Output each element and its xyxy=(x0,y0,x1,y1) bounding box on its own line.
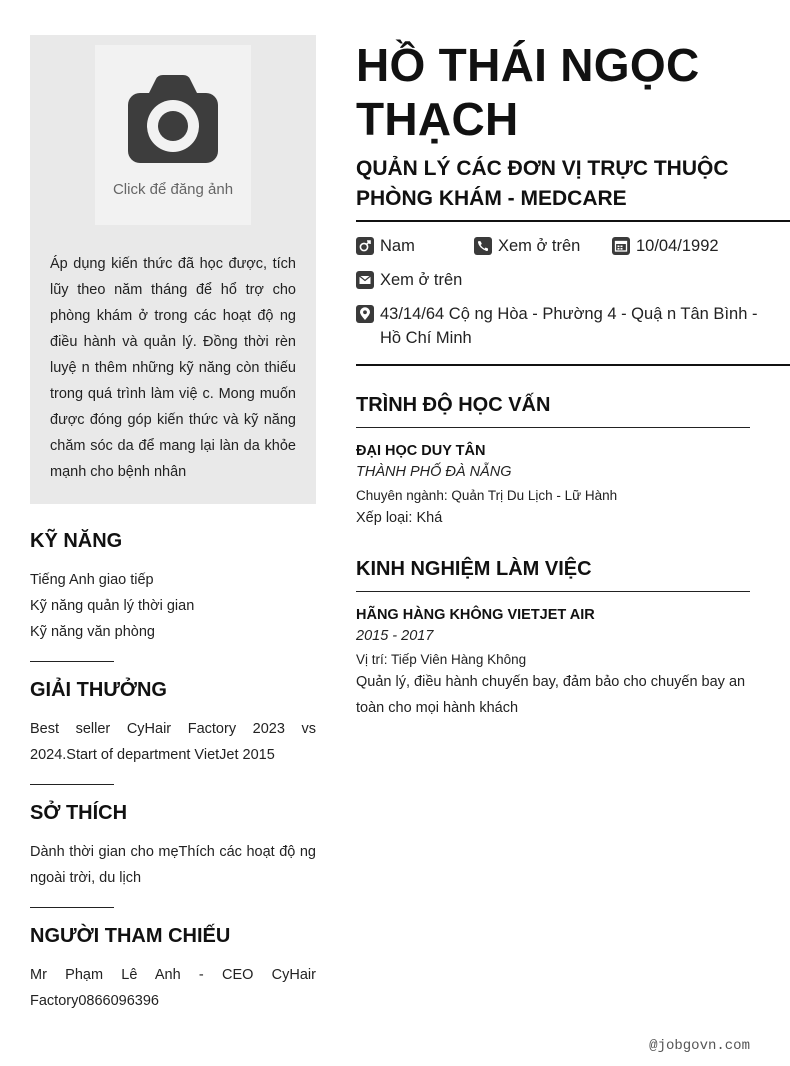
gender-item xyxy=(356,234,474,258)
section-divider xyxy=(30,784,114,785)
major: Chuyên ngành: Quản Trị Du Lịch - Lữ Hành xyxy=(356,488,618,503)
job-description: Quản lý, điều hành chuyến bay, đảm bảo cho chuyến bay an toàn cho mọi hành khách xyxy=(356,674,746,716)
experience-title: KINH NGHIỆM LÀM VIỆC xyxy=(356,558,592,580)
header-divider xyxy=(356,220,790,222)
hobbies-text: Dành thời gian cho mẹThích các hoạt độ ng ngoài trời, du lịch xyxy=(30,844,316,886)
education-section xyxy=(356,394,790,531)
position: Vị trí: Tiếp Viên Hàng Không xyxy=(356,652,527,667)
hobbies-section xyxy=(30,802,316,891)
contact-row xyxy=(356,302,790,350)
email-icon xyxy=(356,271,374,289)
hobbies-title: SỞ THÍCH xyxy=(30,802,128,824)
gender-icon xyxy=(356,237,374,255)
references-section xyxy=(30,925,316,1014)
school-name: ĐẠI HỌC DUY TÂN xyxy=(356,443,486,459)
email-value: Xem ở trên xyxy=(380,271,463,289)
right-column xyxy=(356,38,790,721)
awards-section xyxy=(30,679,316,768)
photo-upload[interactable] xyxy=(95,45,251,225)
education-title: TRÌNH ĐỘ HỌC VẤN xyxy=(356,394,551,416)
address-value: 43/14/64 Cộ ng Hòa - Phường 4 - Quậ n Tân Bình - Hồ Chí Minh xyxy=(380,305,758,347)
contact-divider xyxy=(356,364,790,366)
phone-item xyxy=(474,234,612,258)
references-title: NGƯỜI THAM CHIẾU xyxy=(30,925,231,947)
work-period: 2015 - 2017 xyxy=(356,628,434,644)
contact-row xyxy=(356,234,790,258)
awards-title: GIẢI THƯỞNG xyxy=(30,679,167,701)
skill-item: Kỹ năng văn phòng xyxy=(30,624,155,640)
calendar-icon xyxy=(612,237,630,255)
phone-icon xyxy=(474,237,492,255)
candidate-name: HỒ THÁI NGỌC THẠCH xyxy=(356,39,700,145)
camera-icon xyxy=(126,71,220,165)
experience-section xyxy=(356,558,790,721)
section-divider xyxy=(30,661,114,662)
birthday-item xyxy=(612,234,719,258)
phone-value: Xem ở trên xyxy=(498,237,581,255)
email-item xyxy=(356,268,462,292)
skills-title: KỸ NĂNG xyxy=(30,530,123,552)
contact-info xyxy=(356,234,790,350)
section-underline xyxy=(356,591,750,592)
skills-section xyxy=(30,530,316,645)
gender-value: Nam xyxy=(380,237,415,255)
company-name: HÃNG HÀNG KHÔNG VIETJET AIR xyxy=(356,607,595,623)
birthday-value: 10/04/1992 xyxy=(636,237,719,255)
skills-list xyxy=(30,567,316,645)
profile-panel xyxy=(30,35,316,504)
job-title: QUẢN LÝ CÁC ĐƠN VỊ TRỰC THUỘC PHÒNG KHÁM - MEDCARE xyxy=(356,157,729,210)
location-pin-icon xyxy=(356,305,374,323)
awards-text: Best seller CyHair Factory 2023 vs 2024.Start of department VietJet 2015 xyxy=(30,721,316,763)
grade: Xếp loại: Khá xyxy=(356,510,443,526)
references-text: Mr Phạm Lê Anh - CEO CyHair Factory0866096396 xyxy=(30,967,316,1009)
career-objective: Áp dụng kiến thức đã học được, tích lũy theo năm tháng để hổ trợ cho phòng khám ở trong các hoạt độ ng điều hành và quản lý. Đồng thời rèn luyệ n thêm những kỹ năng còn thiếu trong quá trình làm việ c. Mong muốn được đóng góp kiến thức và kỹ năng chăm sóc da để mang lại làn da khỏe mạnh cho bệnh nhân xyxy=(50,256,296,480)
contact-row xyxy=(356,268,790,292)
skill-item: Tiếng Anh giao tiếp xyxy=(30,572,154,588)
photo-upload-label: Click để đăng ảnh xyxy=(112,181,234,198)
school-city: THÀNH PHỐ ĐÀ NẴNG xyxy=(356,464,512,480)
skill-item: Kỹ năng quản lý thời gian xyxy=(30,598,195,614)
section-divider xyxy=(30,907,114,908)
left-column xyxy=(30,35,316,1014)
watermark: @jobgovn.com xyxy=(649,1038,750,1054)
section-underline xyxy=(356,427,750,428)
